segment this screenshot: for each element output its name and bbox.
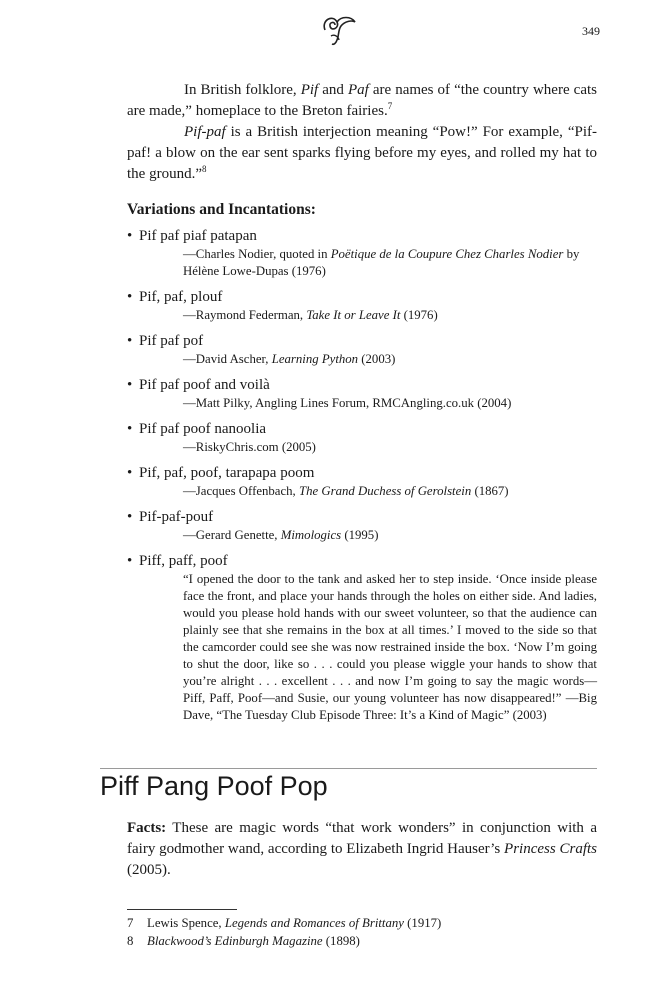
bullet-icon: •: [127, 289, 133, 305]
section-divider: [100, 768, 597, 769]
bullet-icon: •: [127, 228, 133, 244]
item-citation: —Charles Nodier, quoted in Poëtique de la Coupure Chez Charles Nodier by Hélène Lowe-Dupas (1976): [183, 247, 580, 278]
page-number: 349: [582, 24, 600, 38]
list-item: • Piff, paff, poof “I opened the door to the tank and asked her to step inside. ‘Once inside please face the front, and place your hands through the holes on either side. And ladies, would you please hold hands with our sweet volunteer, so that the audience can plainly see that she remains in the box at all times.’ I moved to the side so that the camcorder could see she was now restrained inside the box. ‘Now I’m going to shut the door, like so . . . could you please wiggle your hands to show that you’re alright . . . excellent . . . and now I’m going to say the magic words—Piff, Paff, Poof—and Susie, our young volunteer has now disappeared!” —Big Dave, “The Tuesday Club Episode Three: It’s a Kind of Magic” (2003): [127, 553, 597, 722]
bullet-icon: •: [127, 509, 133, 525]
list-item: • Pif, paf, plouf —Raymond Federman, Take It or Leave It (1976): [127, 288, 597, 324]
list-item: • Pif paf piaf patapan —Charles Nodier, quoted in Poëtique de la Coupure Chez Charles Nodier by Hélène Lowe-Dupas (1976): [127, 227, 597, 280]
variations-heading: Variations and Incantations:: [127, 201, 316, 218]
item-citation: —Gerard Genette, Mimologics (1995): [183, 528, 379, 542]
footnote-ref-7: 7: [387, 101, 393, 111]
bullet-icon: •: [127, 377, 133, 393]
variations-list: [127, 227, 597, 724]
main-body: [127, 80, 597, 732]
item-citation: —Matt Pilky, Angling Lines Forum, RMCAngling.co.uk (2004): [183, 396, 512, 410]
list-item: • Pif paf poof nanoolia —RiskyChris.com (2005): [127, 420, 597, 456]
item-citation: —Jacques Offenbach, The Grand Duchess of Gerolstein (1867): [183, 484, 509, 498]
bullet-icon: •: [127, 465, 133, 481]
intro-paragraph-2: Pif-paf is a British interjection meaning “Pow!” For example, “Pif-paf! a blow on the ear sent sparks flying before my eyes, and rolled my hat to the ground.”$^8$: [127, 124, 597, 182]
item-citation: —Raymond Federman, Take It or Leave It (1976): [183, 308, 438, 322]
footnote-ref-8: 8: [201, 164, 207, 174]
bullet-icon: •: [127, 553, 133, 569]
list-item: • Pif-paf-pouf —Gerard Genette, Mimologics (1995): [127, 508, 597, 544]
item-citation: —David Ascher, Learning Python (2003): [183, 352, 396, 366]
footnote-7: 7 Lewis Spence, Legends and Romances of Brittany (1917): [127, 916, 442, 930]
bullet-icon: •: [127, 421, 133, 437]
footnotes: [127, 914, 597, 950]
list-item: • Pif paf poof and voilà —Matt Pilky, Angling Lines Forum, RMCAngling.co.uk (2004): [127, 376, 597, 412]
facts-paragraph: Facts: These are magic words “that work wonders” in conjunction with a fairy godmother wand, according to Elizabeth Ingrid Hauser’s Princess Crafts (2005).: [127, 820, 597, 878]
intro-paragraph-1: In British folklore, Pif and Paf are names of “the country where cats are made,” homeplace to the Breton fairies.$^7$: [127, 82, 597, 119]
list-item: • Pif paf pof —David Ascher, Learning Python (2003): [127, 332, 597, 368]
flourish-ornament-icon: [317, 10, 361, 50]
section-title: Piff Pang Poof Pop: [100, 771, 328, 801]
footnote-8: 8 Blackwood’s Edinburgh Magazine (1898): [127, 934, 360, 948]
bullet-icon: •: [127, 333, 133, 349]
footnote-divider: [127, 909, 237, 910]
list-item: • Pif, paf, poof, tarapapa poom —Jacques Offenbach, The Grand Duchess of Gerolstein (1867): [127, 464, 597, 500]
item-quote: “I opened the door to the tank and asked her to step inside. ‘Once inside please face the front, and place your hands through the holes on either side. And ladies, would you please hold hands with our sweet volunteer, so that the audience can plainly see that she remains in the box at all times.’ I moved to the side so that the camcorder could see she was now restrained inside the box. ‘Now I’m going to shut the door, like so . . . could you please wiggle your hands to show that you’re alright . . . excellent . . . and now I’m going to say the magic words—Piff, Paff, Poof—and Susie, our young volunteer has now disappeared!” —Big Dave, “The Tuesday Club Episode Three: It’s a Kind of Magic” (2003): [183, 572, 597, 722]
item-citation: —RiskyChris.com (2005): [183, 440, 316, 454]
